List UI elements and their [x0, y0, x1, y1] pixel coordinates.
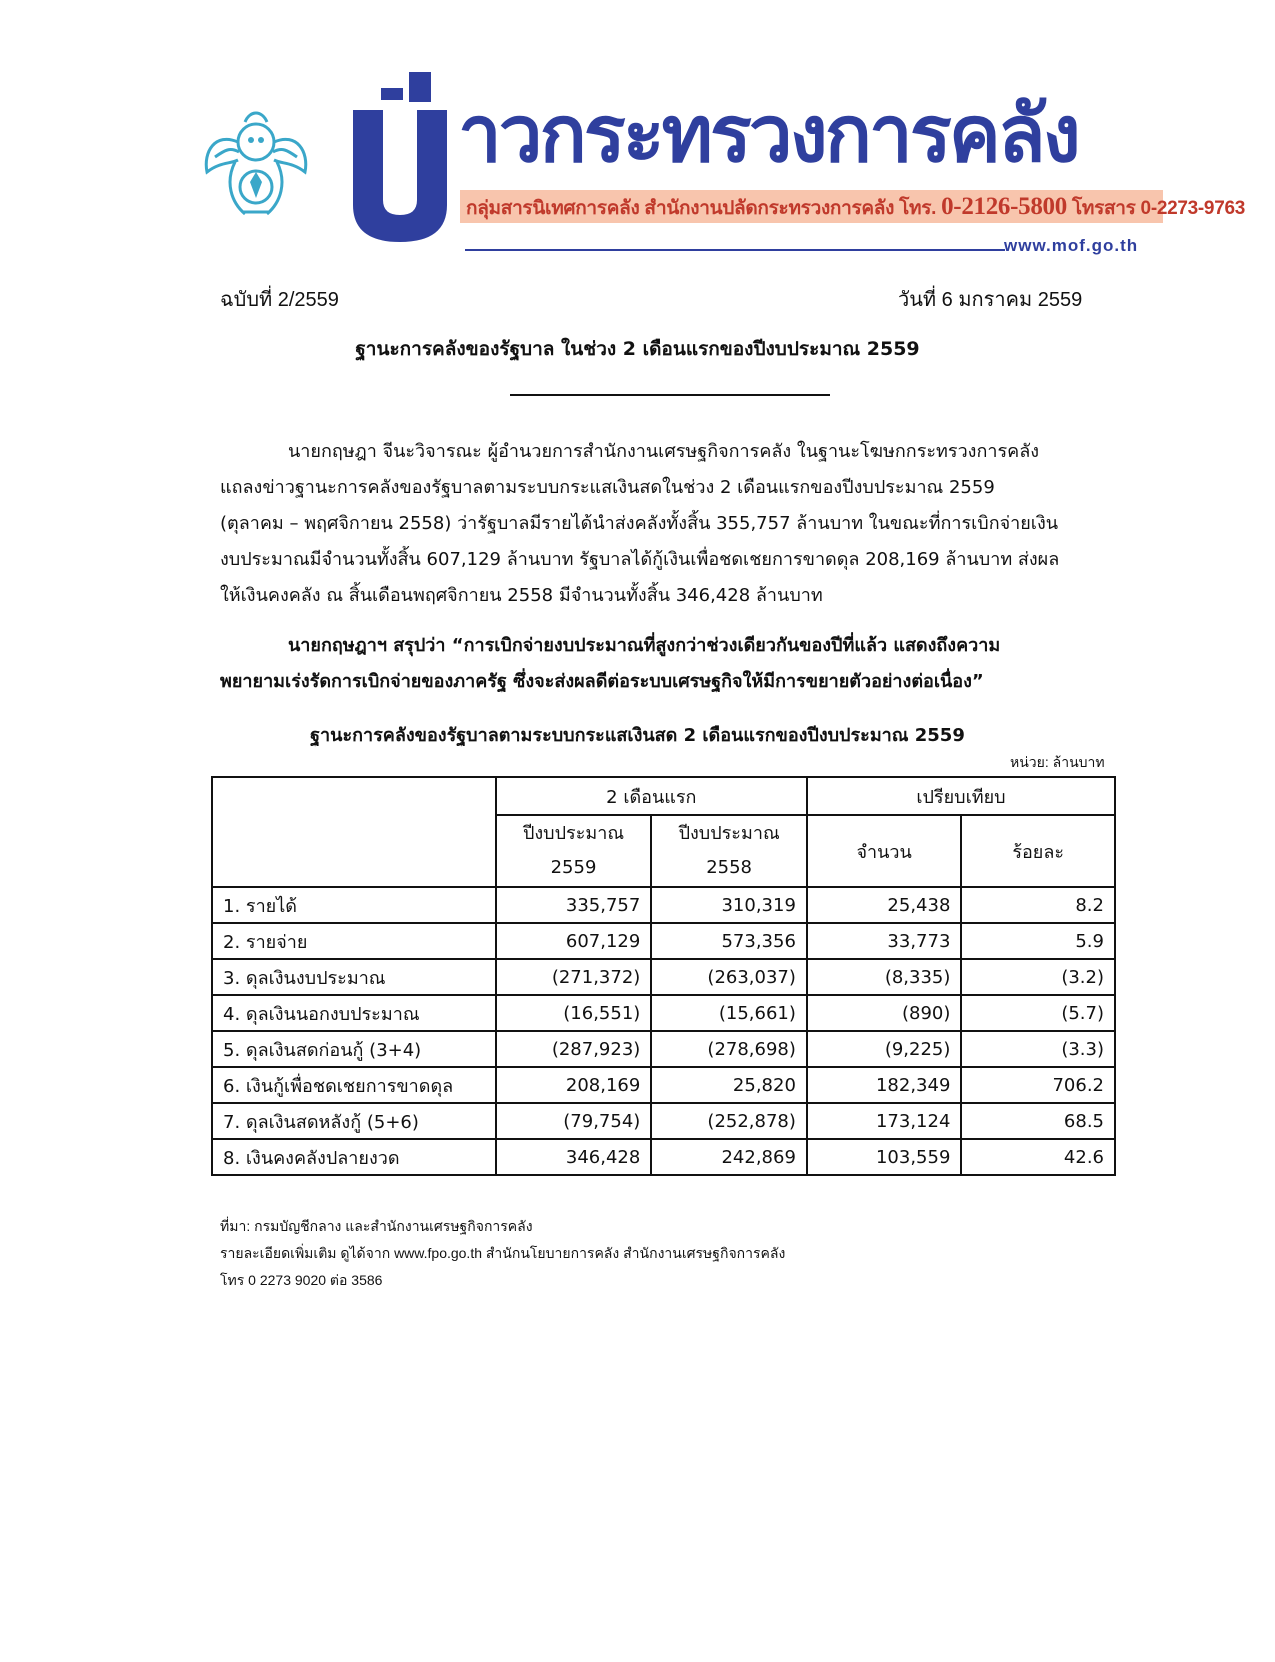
table-row [212, 923, 1115, 959]
cell-2559: (79,754) [496, 1103, 652, 1139]
group-header-comparison: เปรียบเทียบ [807, 777, 1115, 815]
contact-phone: 0-2126-5800 [941, 193, 1067, 220]
row-label: 4. ดุลเงินนอกงบประมาณ [212, 995, 496, 1031]
paragraph-1-line: งบประมาณมีจำนวนทั้งสิ้น 607,129 ล้านบาท รัฐบาลได้กู้เงินเพื่อชดเชยการขาดดุล 208,169 ล้านบาท ส่งผล [220, 549, 1060, 570]
cell-amount: 25,438 [807, 887, 962, 923]
table-unit: หน่วย: ล้านบาท [1010, 754, 1105, 770]
cell-2559: 335,757 [496, 887, 652, 923]
cell-percent: (3.3) [961, 1031, 1115, 1067]
masthead-title: าวกระทรวงการคลัง [458, 90, 1078, 180]
garuda-emblem-icon [195, 102, 317, 224]
col-header-2559 [496, 815, 652, 887]
cell-2558: (263,037) [651, 959, 807, 995]
col-header-2558 [651, 815, 807, 887]
cell-2558: 25,820 [651, 1067, 807, 1103]
table-row [212, 1103, 1115, 1139]
footer-more-info: รายละเอียดเพิ่มเติม ดูได้จาก www.fpo.go.th สำนักนโยบายการคลัง สำนักงานเศรษฐกิจการคลัง [220, 1245, 786, 1261]
cell-2559: 607,129 [496, 923, 652, 959]
cell-percent: (5.7) [961, 995, 1115, 1031]
footer-source: ที่มา: กรมบัญชีกลาง และสำนักงานเศรษฐกิจการคลัง [220, 1218, 533, 1234]
cell-amount: 33,773 [807, 923, 962, 959]
cell-amount: (9,225) [807, 1031, 962, 1067]
col-header-line: 2558 [706, 857, 753, 878]
table-row [212, 995, 1115, 1031]
cell-2559: (271,372) [496, 959, 652, 995]
website-link[interactable]: www.mof.go.th [1004, 236, 1139, 255]
paragraph-1-line: ให้เงินคงคลัง ณ สิ้นเดือนพฤศจิกายน 2558 มีจำนวนทั้งสิ้น 346,428 ล้านบาท [220, 585, 823, 606]
headline: ฐานะการคลังของรัฐบาล ในช่วง 2 เดือนแรกของปีงบประมาณ 2559 [355, 338, 920, 360]
cell-2559: 346,428 [496, 1139, 652, 1175]
table-row [212, 959, 1115, 995]
paragraph-1-line: แถลงข่าวฐานะการคลังของรัฐบาลตามระบบกระแสเงินสดในช่วง 2 เดือนแรกของปีงบประมาณ 2559 [220, 477, 995, 498]
masthead-big-glyph [345, 70, 455, 245]
col-header-line: ปีงบประมาณ [678, 823, 780, 844]
cell-2559: (287,923) [496, 1031, 652, 1067]
paragraph-1 [220, 434, 1116, 614]
cell-percent: 42.6 [961, 1139, 1115, 1175]
cell-2559: (16,551) [496, 995, 652, 1031]
cell-2558: (15,661) [651, 995, 807, 1031]
row-label: 5. ดุลเงินสดก่อนกู้ (3+4) [212, 1031, 496, 1067]
col-header-percent: ร้อยละ [961, 815, 1115, 887]
issue-number: ฉบับที่ 2/2559 [220, 289, 339, 311]
contact-prefix: กลุ่มสารนิเทศการคลัง สำนักงานปลัดกระทรวงการคลัง โทร. [466, 198, 937, 219]
cell-amount: 173,124 [807, 1103, 962, 1139]
table-row [212, 1031, 1115, 1067]
cell-2558: 310,319 [651, 887, 807, 923]
group-header-2-months: 2 เดือนแรก [496, 777, 807, 815]
col-header-amount: จำนวน [807, 815, 962, 887]
row-label: 7. ดุลเงินสดหลังกู้ (5+6) [212, 1103, 496, 1139]
cell-percent: 706.2 [961, 1067, 1115, 1103]
paragraph-1-line: (ตุลาคม – พฤศจิกายน 2558) ว่ารัฐบาลมีรายได้นำส่งคลังทั้งสิ้น 355,757 ล้านบาท ในขณะที่การเบิกจ่ายเงิน [220, 513, 1059, 534]
cell-amount: 182,349 [807, 1067, 962, 1103]
cell-amount: (890) [807, 995, 962, 1031]
row-label: 6. เงินกู้เพื่อชดเชยการขาดดุล [212, 1067, 496, 1103]
table-title: ฐานะการคลังของรัฐบาลตามระบบกระแสเงินสด 2 เดือนแรกของปีงบประมาณ 2559 [310, 725, 965, 746]
contact-fax-label: โทรสาร [1071, 198, 1136, 219]
cell-percent: (3.2) [961, 959, 1115, 995]
cell-amount: 103,559 [807, 1139, 962, 1175]
paragraph-2-line: พยายามเร่งรัดการเบิกจ่ายของภาครัฐ ซึ่งจะส่งผลดีต่อระบบเศรษฐกิจให้มีการขยายตัวอย่างต่อเนื่อง” [220, 671, 984, 692]
paragraph-2-line: นายกฤษฎาฯ สรุปว่า “การเบิกจ่ายงบประมาณที่สูงกว่าช่วงเดียวกันของปีที่แล้ว แสดงถึงความ [288, 635, 1001, 656]
issue-date: วันที่ 6 มกราคม 2559 [898, 289, 1083, 311]
cell-2559: 208,169 [496, 1067, 652, 1103]
table-row [212, 1067, 1115, 1103]
table-header-row [212, 777, 1115, 815]
headline-rule [510, 394, 830, 396]
contact-line [466, 193, 1245, 222]
footer-phone: โทร 0 2273 9020 ต่อ 3586 [220, 1272, 383, 1288]
cell-2558: 242,869 [651, 1139, 807, 1175]
cell-percent: 68.5 [961, 1103, 1115, 1139]
row-label: 1. รายได้ [212, 887, 496, 923]
fiscal-table [211, 776, 1116, 1176]
col-header-line: 2559 [550, 857, 597, 878]
paragraph-2 [220, 628, 1116, 700]
cell-percent: 5.9 [961, 923, 1115, 959]
row-label: 8. เงินคงคลังปลายงวด [212, 1139, 496, 1175]
col-header-line: ปีงบประมาณ [522, 823, 625, 844]
contact-fax: 0-2273-9763 [1140, 198, 1246, 219]
cell-amount: (8,335) [807, 959, 962, 995]
table-row [212, 887, 1115, 923]
table-row [212, 1139, 1115, 1175]
cell-2558: 573,356 [651, 923, 807, 959]
cell-percent: 8.2 [961, 887, 1115, 923]
table-corner-cell [212, 777, 496, 887]
cell-2558: (252,878) [651, 1103, 807, 1139]
paragraph-1-line: นายกฤษฎา จีนะวิจารณะ ผู้อำนวยการสำนักงานเศรษฐกิจการคลัง ในฐานะโฆษกกระทรวงการคลัง [288, 441, 1040, 462]
masthead-rule [465, 249, 1005, 251]
row-label: 2. รายจ่าย [212, 923, 496, 959]
cell-2558: (278,698) [651, 1031, 807, 1067]
row-label: 3. ดุลเงินงบประมาณ [212, 959, 496, 995]
